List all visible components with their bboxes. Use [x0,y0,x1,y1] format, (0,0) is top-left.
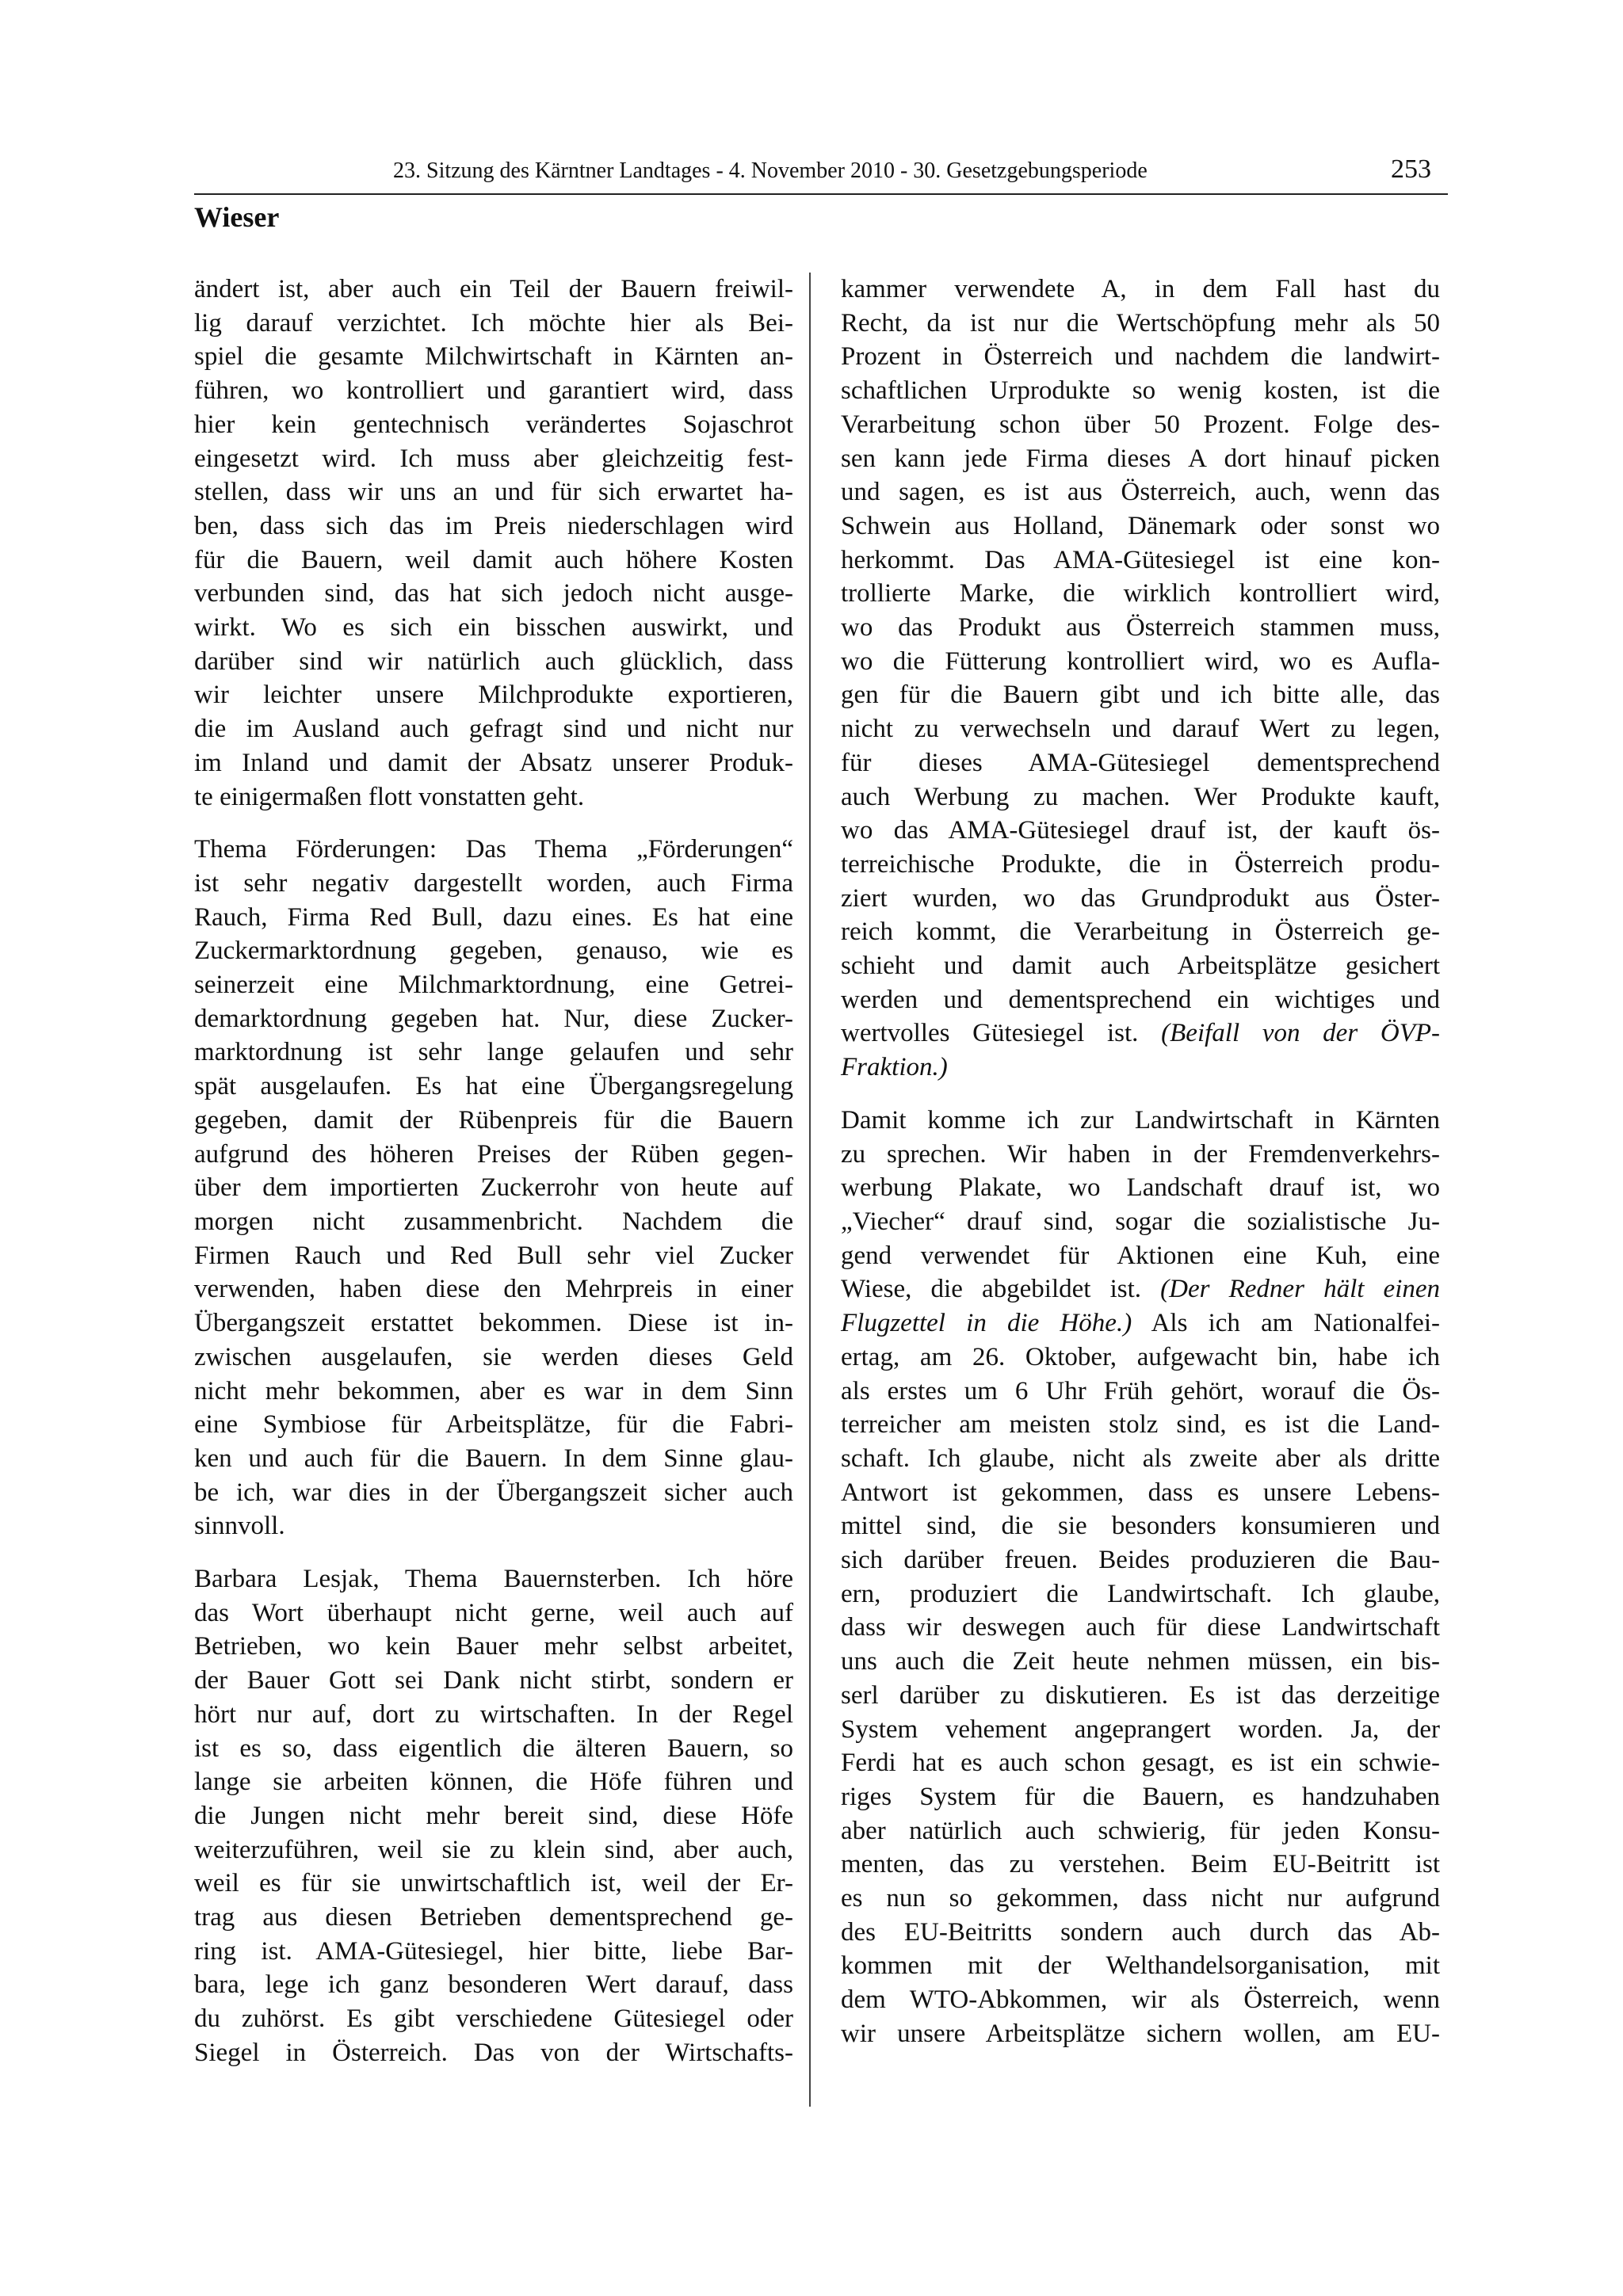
text-line: Zuckermarktordnung gegeben, genauso, wie es [194,936,793,966]
text-line: dass wir deswegen auch für diese Landwirtschaft [841,1613,1440,1642]
text-line: als erstes um 6 Uhr Früh gehört, worauf die Ös- [841,1376,1440,1405]
paragraph-lines [841,273,1440,1016]
text-line: System vehement angeprangert worden. Ja, der [841,1714,1440,1744]
left-column [194,273,793,2070]
paragraph [841,1104,1440,2051]
text-line: über dem importierten Zuckerrohr von heute auf [194,1173,793,1203]
text-line: darüber sind wir natürlich auch glücklich, dass [194,646,793,676]
header-rule [194,193,1448,195]
text-line: kommen mit der Welthandelsorganisation, mit [841,1951,1440,1981]
text-line: die im Ausland auch gefragt sind und nicht nur [194,715,793,744]
text-line: ertag, am 26. Oktober, aufgewacht bin, habe ich [841,1342,1440,1371]
text-line: weiterzuführen, weil sie zu klein sind, aber auch, [194,1835,793,1864]
text-line: hier kein gentechnisch verändertes Sojaschrot [194,410,793,439]
text-line: weil es für sie unwirtschaftlich ist, weil der Er- [194,1869,793,1898]
text-line: aufgrund des höheren Preises der Rüben gegen- [194,1139,793,1169]
text-line: Betrieben, wo kein Bauer mehr selbst arbeitet, [194,1632,793,1661]
text-line: zu sprechen. Wir haben in der Fremdenverkehrs- [841,1139,1440,1169]
text-line: wertvolles Gütesiegel ist. (Beifall von der ÖVP- [841,1019,1441,1048]
text-line: wo die Fütterung kontrolliert wird, wo es Aufla- [841,646,1440,676]
text-line: ring ist. AMA-Gütesiegel, hier bitte, liebe Bar- [194,1936,793,1966]
text-line: wir unsere Arbeitsplätze sichern wollen, am EU- [841,2019,1440,2048]
text-line: Flugzettel in die Höhe.) Als ich am Nationalfei- [841,1309,1440,1338]
text-line: gen für die Bauern gibt und ich bitte alle, das [841,681,1440,710]
text-line: Ferdi hat es auch schon gesagt, es ist ein schwie- [841,1749,1440,1778]
text-line: terreicher am meisten stolz sind, es ist die Land- [841,1410,1440,1440]
text-line: wir leichter unsere Milchprodukte exportieren, [194,681,793,710]
right-column [841,273,1440,2051]
text-line: für dieses AMA-Gütesiegel dementsprechend [841,748,1440,777]
text-line: herkommt. Das AMA-Gütesiegel ist eine kon- [841,545,1440,574]
text-line: ändert ist, aber auch ein Teil der Bauern freiwil- [194,275,793,303]
text-line: schaft. Ich glaube, nicht als zweite aber als dritte [841,1444,1440,1473]
text-line: nicht zu verwechseln und darauf Wert zu legen, [841,715,1440,744]
text-line: sinnvoll. [194,1512,285,1541]
column-divider [809,273,811,2107]
text-line: spiel die gesamte Milchwirtschaft in Kärnten an- [194,342,793,372]
text-line: Übergangszeit erstattet bekommen. Diese ist in- [194,1309,793,1338]
text-line: ben, dass sich das im Preis niederschlagen wird [194,511,793,540]
text-line: seinerzeit eine Milchmarktordnung, eine Getrei- [194,971,793,1000]
text-line: Siegel in Österreich. Das von der Wirtschafts- [194,2038,793,2067]
page-number: 253 [1391,154,1431,184]
text-line: gend verwendet für Aktionen eine Kuh, eine [841,1241,1440,1270]
text-line: riges System für die Bauern, es handzuhaben [841,1782,1440,1811]
text-line: kammer verwendete A, in dem Fall hast du [841,275,1440,303]
stage-direction: (Beifall von der ÖVP- [1161,1019,1441,1048]
text-line: Recht, da ist nur die Wertschöpfung mehr als 50 [841,308,1440,338]
text-line: sen kann jede Firma dieses A dort hinauf picken [841,444,1440,473]
text-line: des EU-Beitritts sondern auch durch das Ab- [841,1917,1440,1947]
text-line: das Wort überhaupt nicht gerne, weil auch auf [194,1598,793,1627]
paragraph [841,273,1440,1085]
text-line: es nun so gekommen, dass nicht nur aufgrund [841,1884,1440,1913]
page-header-title: 23. Sitzung des Kärntner Landtages - 4. November 2010 - 30. Gesetzgebungsperiode [393,158,1148,183]
text-line: hört nur auf, dort zu wirtschaften. In der Regel [194,1699,793,1729]
text-line: ist es so, dass eigentlich die älteren Bauern, so [194,1733,793,1763]
text-line: stellen, dass wir uns an und für sich erwartet ha- [194,478,793,507]
text-line: mittel sind, die sie besonders konsumieren und [841,1512,1440,1541]
paragraph [194,273,793,814]
text-line: und sagen, es ist aus Österreich, auch, wenn das [841,478,1440,507]
text-line: werbung Plakate, wo Landschaft drauf ist, wo [841,1173,1440,1203]
stage-direction: Fraktion.) [841,1053,948,1082]
text-line: für die Bauern, weil damit auch höhere Kosten [194,545,793,574]
text-line: marktordnung ist sehr lange gelaufen und sehr [194,1038,793,1067]
text-line: die Jungen nicht mehr bereit sind, diese Höfe [194,1801,793,1830]
text-line [841,1051,1440,1085]
text-line: du zuhörst. Es gibt verschiedene Gütesiegel oder [194,2004,793,2034]
text-line: spät ausgelaufen. Es hat eine Übergangsregelung [194,1072,793,1101]
text-line: lig darauf verzichtet. Ich möchte hier als Bei- [194,308,793,338]
text-line: wo das AMA-Gütesiegel drauf ist, der kauft ös- [841,816,1440,845]
paragraph-lines [841,1341,1440,2051]
text-line: eingesetzt wird. Ich muss aber gleichzeitig fest- [194,444,793,473]
text-line: schaftlichen Urprodukte so wenig kosten, ist die [841,376,1440,406]
text-line: demarktordnung gegeben hat. Nur, diese Zucker- [194,1004,793,1033]
text-line: Firmen Rauch und Red Bull sehr viel Zucker [194,1241,793,1270]
text-line: Prozent in Österreich und nachdem die landwirt- [841,342,1440,372]
text-line: serl darüber zu diskutieren. Es ist das derzeitige [841,1680,1440,1710]
text-line: Antwort ist gekommen, dass es unsere Lebens- [841,1478,1440,1507]
text-line: wo das Produkt aus Österreich stammen muss, [841,613,1440,643]
text-line: schieht und damit auch Arbeitsplätze gesichert [841,952,1440,981]
paragraph [194,1562,793,2070]
text-line: der Bauer Gott sei Dank nicht stirbt, sondern er [194,1666,793,1695]
text-line: ziert wurden, wo das Grundprodukt aus Öster- [841,883,1440,913]
text-line: lange sie arbeiten können, die Höfe führen und [194,1768,793,1797]
text-line: aber natürlich auch schwierig, für jeden Konsu- [841,1816,1440,1845]
text-line: trollierte Marke, die wirklich kontrolliert wird, [841,579,1440,608]
text-line: uns auch die Zeit heute nehmen müssen, ein bis- [841,1647,1440,1676]
text-line: eine Symbiose für Arbeitsplätze, für die Fabri- [194,1410,793,1440]
text-line: verwenden, haben diese den Mehrpreis in einer [194,1275,793,1304]
text-line: Barbara Lesjak, Thema Bauernsterben. Ich höre [194,1565,793,1594]
text-line: dem WTO-Abkommen, wir als Österreich, wenn [841,1985,1440,2015]
speaker-name: Wieser [194,201,280,233]
text-line: Damit komme ich zur Landwirtschaft in Kärnten [841,1105,1440,1135]
text-line: verbunden sind, das hat sich jedoch nicht ausge- [194,579,793,608]
text-line: terreichische Produkte, die in Österreich produ- [841,849,1440,879]
text-line: im Inland und damit der Absatz unserer Produk- [194,748,793,777]
text-line: ern, produziert die Landwirtschaft. Ich glaube, [841,1579,1440,1608]
paragraph [194,833,793,1543]
stage-direction: (Der Redner hält einen [1160,1275,1441,1304]
text-line: gegeben, damit der Rübenpreis für die Bauern [194,1105,793,1135]
text-line: wirkt. Wo es sich ein bisschen auswirkt, und [194,613,793,643]
stage-direction: Flugzettel in die Höhe.) [841,1309,1132,1338]
text-line: nicht mehr bekommen, aber es war in dem Sinn [194,1376,793,1405]
text-line: reich kommt, die Verarbeitung in Österreich ge- [841,917,1440,947]
text-line: Rauch, Firma Red Bull, dazu eines. Es hat eine [194,902,793,932]
text-line: führen, wo kontrolliert und garantiert wird, dass [194,376,793,406]
text-line: werden und dementsprechend ein wichtiges und [841,985,1440,1014]
text-line: morgen nicht zusammenbricht. Nachdem die [194,1207,793,1236]
text-line: Wiese, die abgebildet ist. (Der Redner hält einen [841,1275,1441,1304]
text-line: te einigermaßen flott vonstatten geht. [194,782,585,811]
text-line: trag aus diesen Betrieben dementsprechend ge- [194,1903,793,1932]
text-line: ken und auch für die Bauern. In dem Sinne glau- [194,1444,793,1473]
text-line: Verarbeitung schon über 50 Prozent. Folge des- [841,410,1440,439]
text-line: sich darüber freuen. Beides produzieren die Bau- [841,1546,1440,1575]
text-line: „Viecher“ drauf sind, sogar die sozialistische Ju- [841,1207,1440,1236]
text-line: Thema Förderungen: Das Thema „Förderungen“ [194,835,793,864]
text-line: Schwein aus Holland, Dänemark oder sonst wo [841,511,1440,540]
text-line: bara, lege ich ganz besonderen Wert darauf, dass [194,1970,793,2000]
text-line: be ich, war dies in der Übergangszeit sicher auch [194,1478,793,1507]
text-line: ist sehr negativ dargestellt worden, auch Firma [194,868,793,898]
text-line: auch Werbung zu machen. Wer Produkte kauft, [841,782,1440,811]
text-line: zwischen ausgelaufen, sie werden dieses Geld [194,1342,793,1371]
text-line: menten, das zu verstehen. Beim EU-Beitritt ist [841,1850,1440,1879]
